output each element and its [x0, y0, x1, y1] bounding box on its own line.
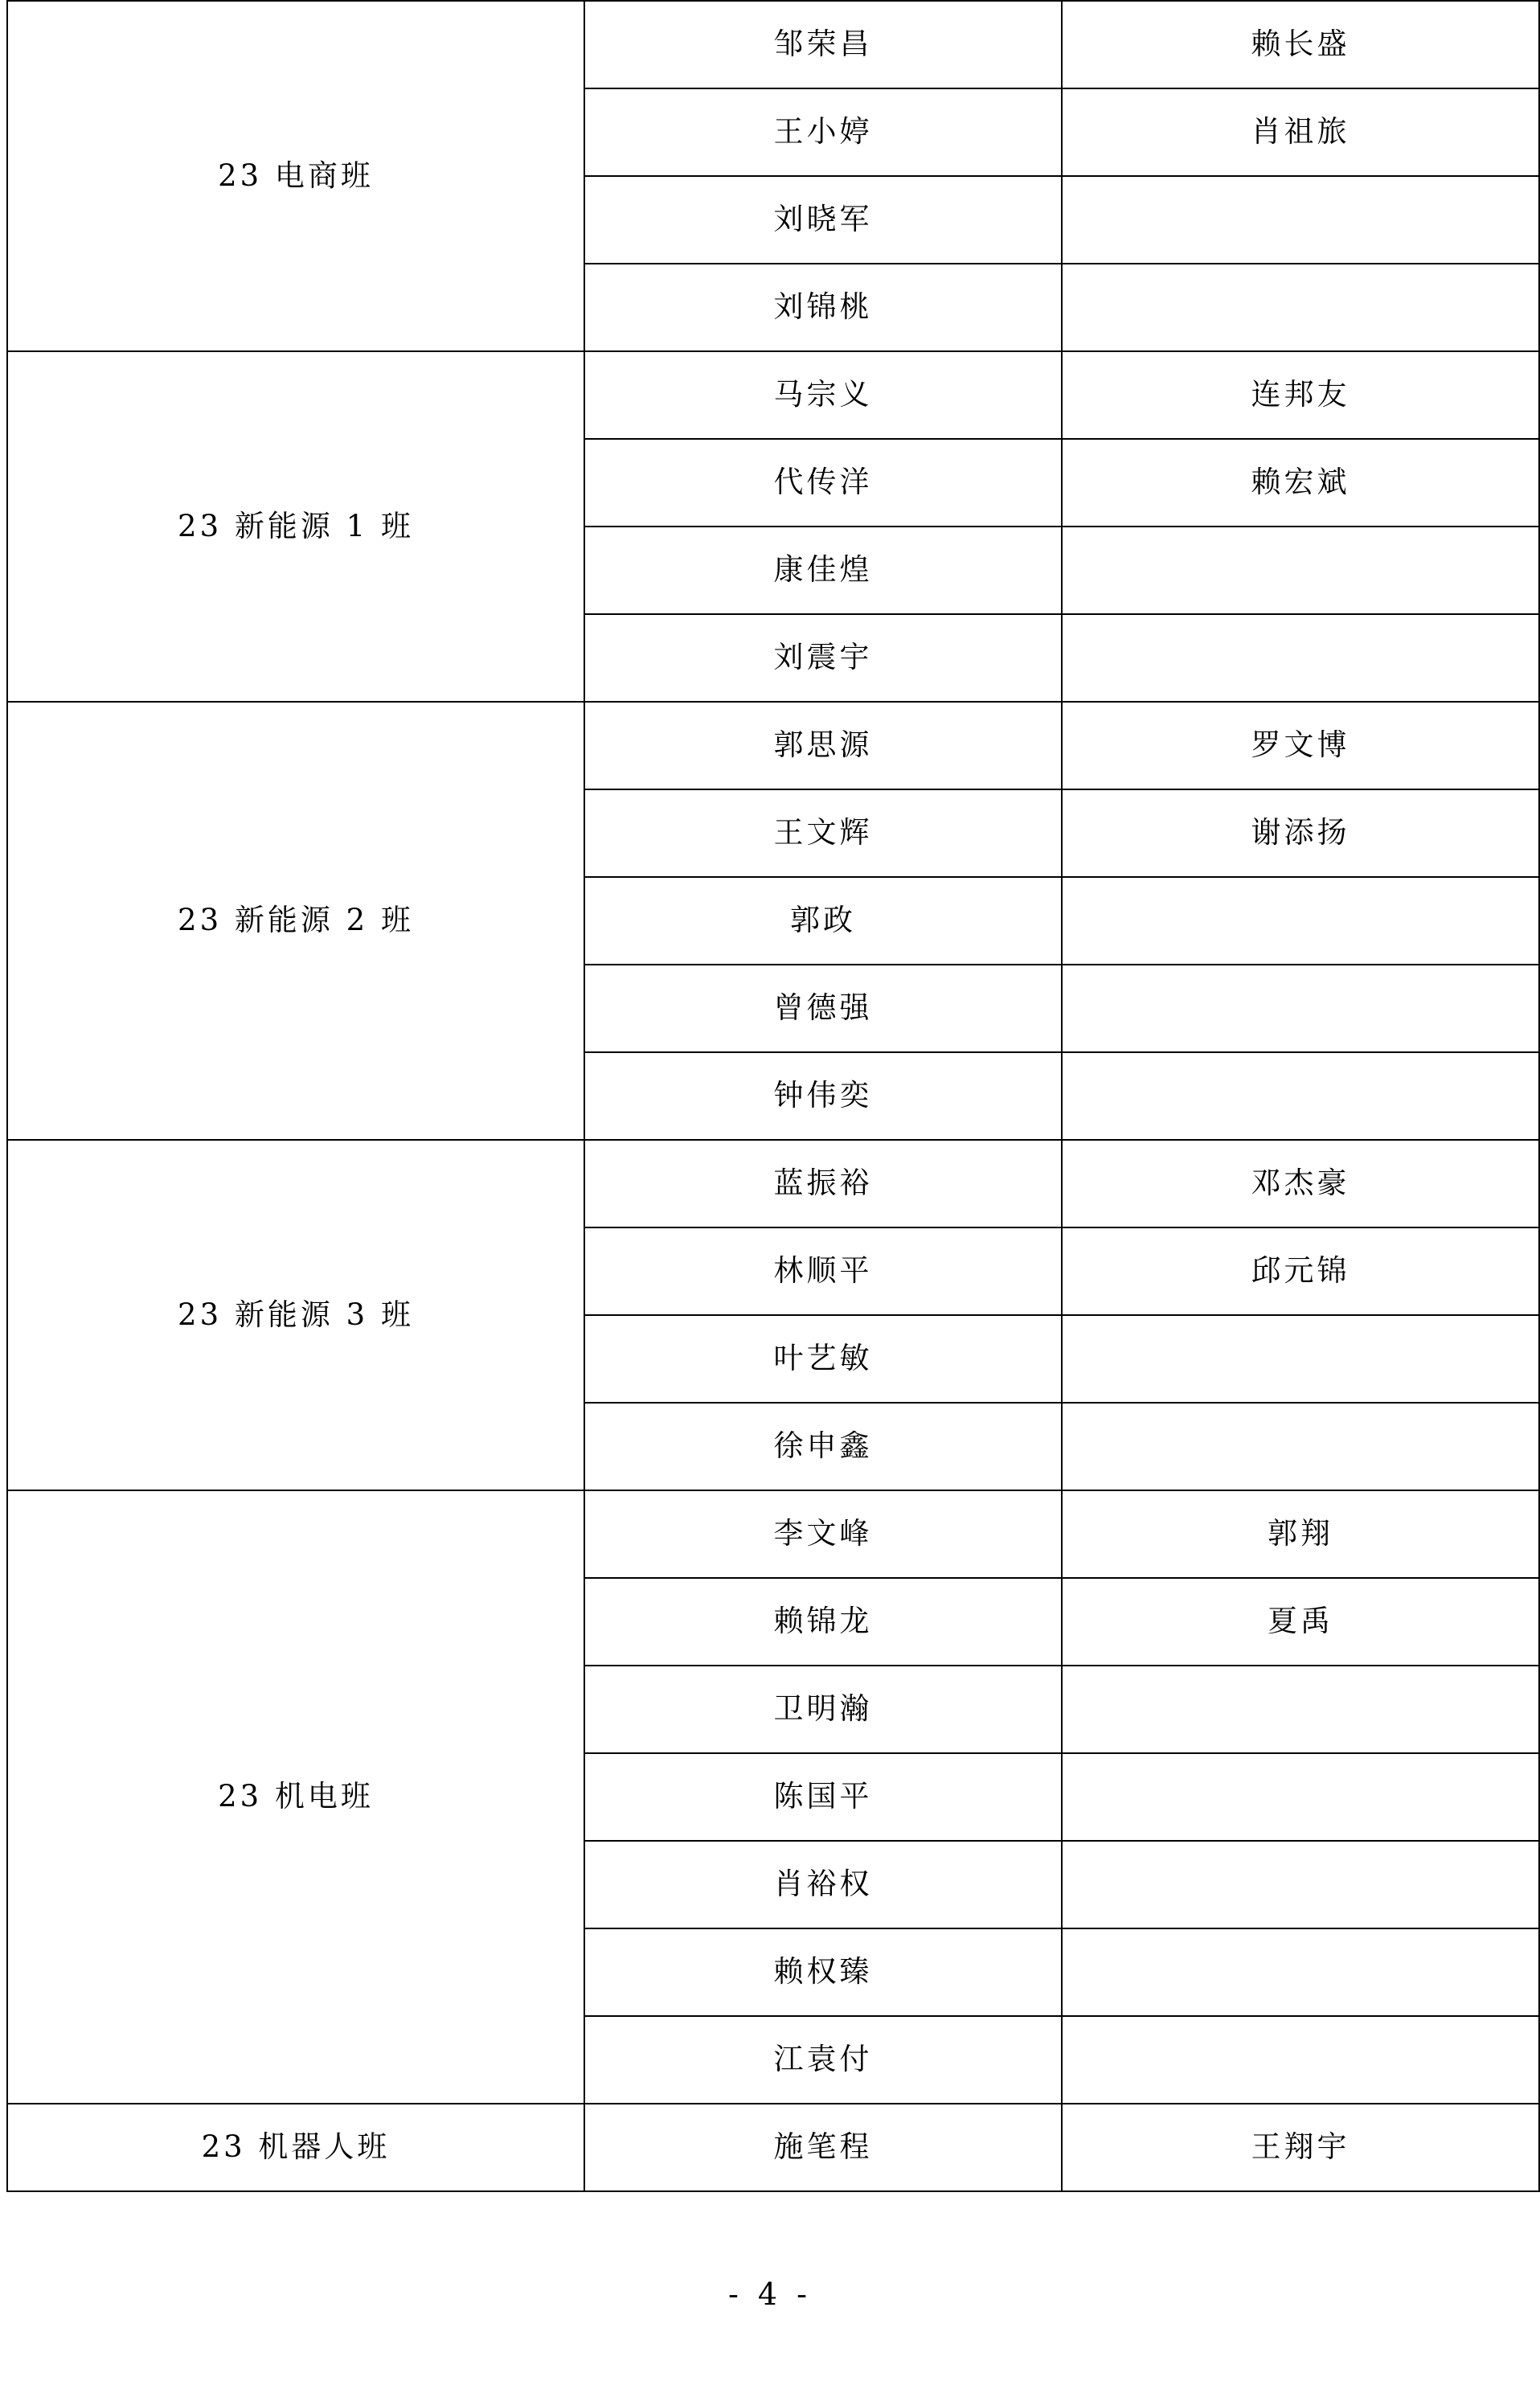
- student-name-cell: 郭思源: [584, 702, 1062, 789]
- student-name-cell-secondary: 邓杰豪: [1062, 1140, 1539, 1227]
- page-footer: [0, 2276, 1540, 2312]
- class-name-cell: 23 机电班: [7, 1490, 584, 2104]
- page-number: - 4 -: [727, 2276, 812, 2312]
- student-name-cell: 刘震宇: [584, 614, 1062, 702]
- student-name-cell-secondary: 赖长盛: [1062, 1, 1539, 88]
- student-name-cell-secondary: [1062, 965, 1539, 1052]
- class-name-cell: 23 机器人班: [7, 2104, 584, 2191]
- student-name-cell: 赖权臻: [584, 1928, 1062, 2016]
- student-name-cell-secondary: 赖宏斌: [1062, 439, 1539, 527]
- student-name-cell-secondary: 谢添扬: [1062, 789, 1539, 877]
- student-name-cell: 康佳煌: [584, 527, 1062, 614]
- student-name-cell-secondary: 连邦友: [1062, 351, 1539, 439]
- class-name-cell: 23 电商班: [7, 1, 584, 351]
- table-row: [7, 702, 1539, 789]
- student-name-cell: 肖裕权: [584, 1841, 1062, 1928]
- class-name-cell: 23 新能源 1 班: [7, 351, 584, 702]
- student-name-cell: 代传洋: [584, 439, 1062, 527]
- student-name-cell: 曾德强: [584, 965, 1062, 1052]
- student-name-cell: 李文峰: [584, 1490, 1062, 1578]
- student-name-cell-secondary: [1062, 1928, 1539, 2016]
- student-name-cell-secondary: 夏禹: [1062, 1578, 1539, 1666]
- student-name-cell-secondary: [1062, 1403, 1539, 1490]
- student-name-cell-secondary: 肖祖旅: [1062, 88, 1539, 176]
- student-name-cell-secondary: [1062, 1753, 1539, 1841]
- student-name-cell: 马宗义: [584, 351, 1062, 439]
- student-name-cell-secondary: [1062, 2016, 1539, 2104]
- student-name-cell: 王文辉: [584, 789, 1062, 877]
- table-row: [7, 1490, 1539, 1578]
- student-name-cell: 施笔程: [584, 2104, 1062, 2191]
- student-name-cell-secondary: 罗文博: [1062, 702, 1539, 789]
- student-name-cell: 王小婷: [584, 88, 1062, 176]
- student-name-cell-secondary: [1062, 1666, 1539, 1753]
- roster-table: [6, 0, 1540, 2192]
- student-name-cell: 郭政: [584, 877, 1062, 965]
- student-name-cell-secondary: [1062, 1841, 1539, 1928]
- student-name-cell: 林顺平: [584, 1227, 1062, 1315]
- student-name-cell: 陈国平: [584, 1753, 1062, 1841]
- table-row: [7, 2104, 1539, 2191]
- student-name-cell-secondary: 郭翔: [1062, 1490, 1539, 1578]
- student-name-cell: 蓝振裕: [584, 1140, 1062, 1227]
- student-name-cell-secondary: [1062, 176, 1539, 264]
- student-name-cell: 钟伟奕: [584, 1052, 1062, 1140]
- student-name-cell: 江袁付: [584, 2016, 1062, 2104]
- class-name-cell: 23 新能源 2 班: [7, 702, 584, 1140]
- student-name-cell: 刘晓军: [584, 176, 1062, 264]
- student-name-cell-secondary: 邱元锦: [1062, 1227, 1539, 1315]
- student-name-cell: 徐申鑫: [584, 1403, 1062, 1490]
- student-name-cell-secondary: [1062, 1315, 1539, 1403]
- table-row: [7, 1140, 1539, 1227]
- student-name-cell-secondary: [1062, 1052, 1539, 1140]
- student-name-cell-secondary: [1062, 527, 1539, 614]
- table-row: [7, 1, 1539, 88]
- student-name-cell: 叶艺敏: [584, 1315, 1062, 1403]
- student-name-cell: 赖锦龙: [584, 1578, 1062, 1666]
- student-name-cell-secondary: 王翔宇: [1062, 2104, 1539, 2191]
- class-name-cell: 23 新能源 3 班: [7, 1140, 584, 1490]
- student-name-cell: 卫明瀚: [584, 1666, 1062, 1753]
- table-row: [7, 351, 1539, 439]
- roster-table-body: [7, 1, 1539, 2191]
- student-name-cell: 刘锦桃: [584, 264, 1062, 351]
- student-name-cell-secondary: [1062, 877, 1539, 965]
- student-name-cell: 邹荣昌: [584, 1, 1062, 88]
- student-name-cell-secondary: [1062, 614, 1539, 702]
- student-name-cell-secondary: [1062, 264, 1539, 351]
